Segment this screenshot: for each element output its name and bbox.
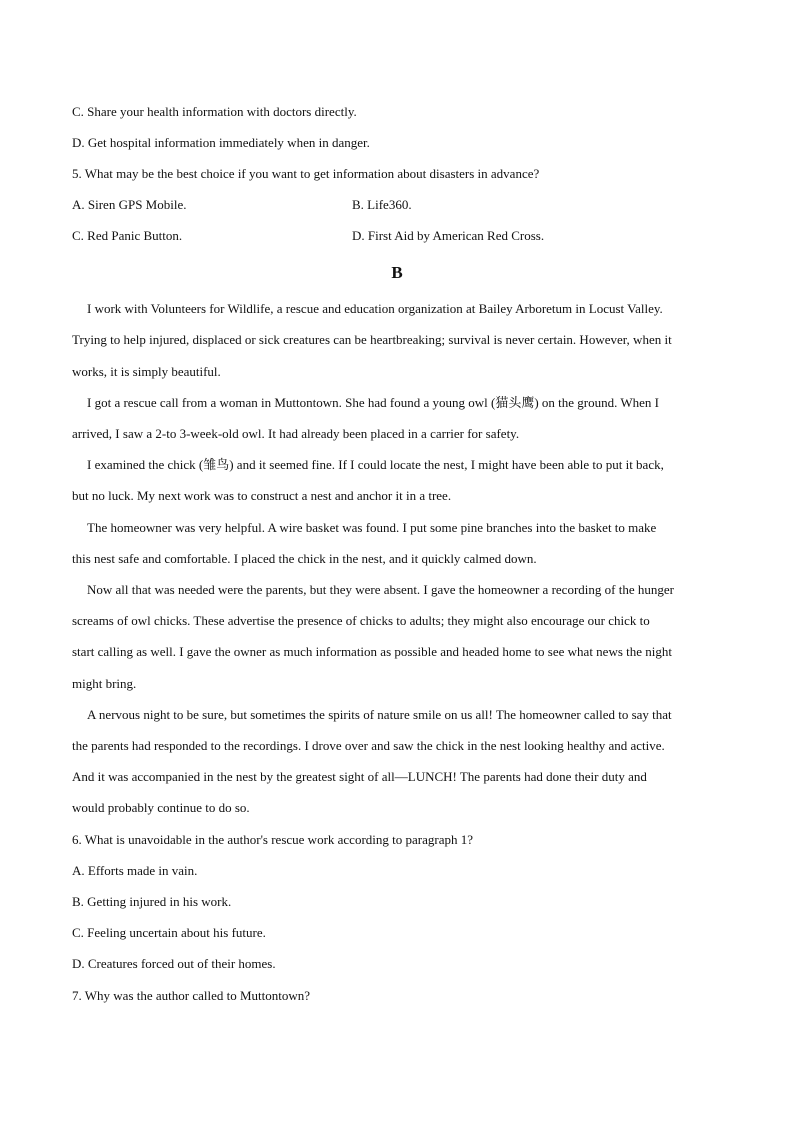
passage-line: works, it is simply beautiful. [72, 364, 221, 379]
q5-option-c: C. Red Panic Button. [72, 228, 183, 243]
q5-option-b: B. Life360. [352, 197, 412, 212]
passage-line: I work with Volunteers for Wildlife, a rescue and education organization at Bailey Arboretum in Locust Valley. [87, 301, 663, 316]
passage-line: And it was accompanied in the nest by the greatest sight of all—LUNCH! The parents had done their duty and [72, 769, 647, 784]
q6-option-a: A. Efforts made in vain. [72, 863, 198, 878]
passage-line: this nest safe and comfortable. I placed the chick in the nest, and it quickly calmed down. [72, 551, 537, 566]
passage-line: screams of owl chicks. These advertise the presence of chicks to adults; they might also encourage our chick to [72, 613, 650, 628]
q6-option-c: C. Feeling uncertain about his future. [72, 925, 266, 940]
passage-line: would probably continue to do so. [72, 800, 250, 815]
q4-option-c: C. Share your health information with doctors directly. [72, 104, 357, 119]
q4-option-d: D. Get hospital information immediately when in danger. [72, 135, 370, 150]
passage-line: The homeowner was very helpful. A wire basket was found. I put some pine branches into the basket to make [87, 520, 657, 535]
q5-option-a: A. Siren GPS Mobile. [72, 197, 187, 212]
passage-line: the parents had responded to the recordings. I drove over and saw the chick in the nest looking healthy and active. [72, 738, 665, 753]
q6-question: 6. What is unavoidable in the author's rescue work according to paragraph 1? [72, 832, 473, 847]
passage-line: arrived, I saw a 2-to 3-week-old owl. It had already been placed in a carrier for safety. [72, 426, 520, 441]
passage-line: A nervous night to be sure, but sometimes the spirits of nature smile on us all! The homeowner called to say that [87, 707, 672, 722]
passage-line: I examined the chick (雏鸟) and it seemed fine. If I could locate the nest, I might have been able to put it back, [87, 457, 664, 472]
passage-line: Trying to help injured, displaced or sick creatures can be heartbreaking; survival is never certain. However, when it [72, 332, 672, 347]
q7-question: 7. Why was the author called to Muttontown? [72, 988, 311, 1003]
passage-line: I got a rescue call from a woman in Muttontown. She had found a young owl (猫头鹰) on the ground. When I [87, 395, 660, 410]
passage-line: start calling as well. I gave the owner as much information as possible and headed home to see what news the night [72, 644, 672, 659]
passage-line: Now all that was needed were the parents, but they were absent. I gave the homeowner a recording of the hunger [87, 582, 674, 597]
q5-question: 5. What may be the best choice if you want to get information about disasters in advance? [72, 166, 540, 181]
q6-option-b: B. Getting injured in his work. [72, 894, 232, 909]
q5-option-d: D. First Aid by American Red Cross. [352, 228, 545, 243]
section-title: B [391, 263, 403, 282]
passage-line: might bring. [72, 676, 137, 691]
passage-line: but no luck. My next work was to construct a nest and anchor it in a tree. [72, 488, 452, 503]
q6-option-d: D. Creatures forced out of their homes. [72, 956, 276, 971]
